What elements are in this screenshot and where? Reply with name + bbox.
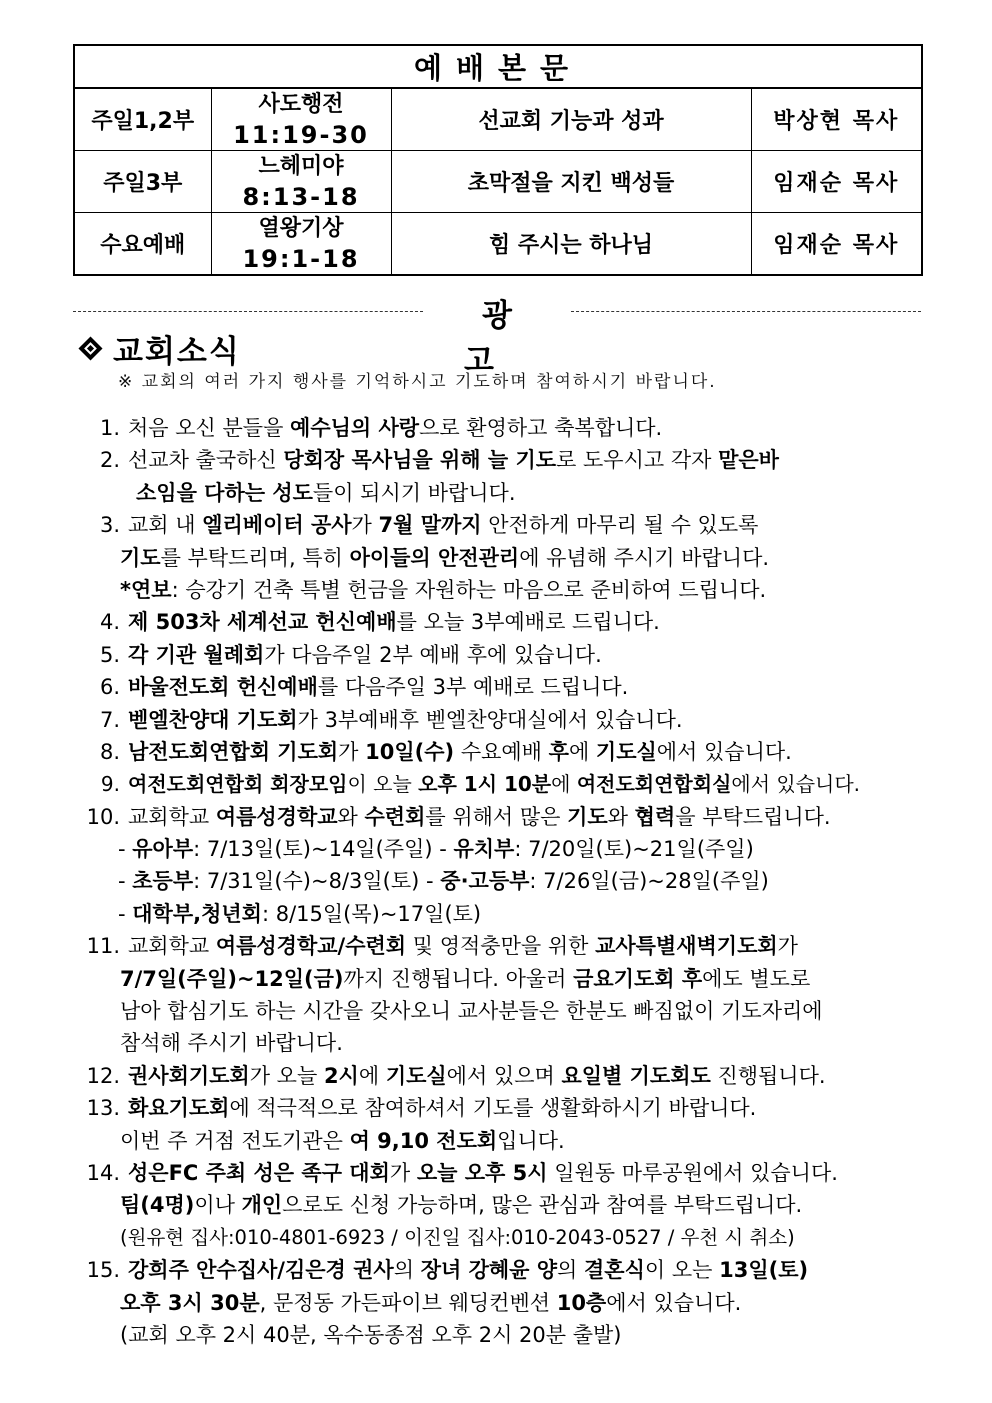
text: : 7/20일(토)~21일(주일) bbox=[514, 837, 754, 862]
text: 의 bbox=[557, 1258, 585, 1283]
emphasis: 기도실 bbox=[595, 739, 657, 764]
sermon-row bbox=[74, 88, 922, 151]
text: : 8/15일(목)~17일(토) bbox=[261, 901, 482, 926]
text: 교회학교 bbox=[128, 804, 216, 829]
announcement-continuation bbox=[78, 1287, 938, 1319]
item-number: 7. bbox=[99, 707, 120, 732]
text: 가 3부예배후 벧엘찬양대실에서 있습니다. bbox=[297, 707, 683, 732]
text: 처음 오신 분들을 bbox=[128, 416, 291, 440]
text: : 7/13일(토)~14일(주일) - bbox=[193, 837, 454, 862]
item-number: 11. bbox=[86, 934, 120, 959]
text: 교회 내 bbox=[128, 513, 203, 538]
text: 가 bbox=[777, 934, 798, 959]
emphasis: 남전도회연합회 기도회 bbox=[128, 739, 339, 764]
emphasis: 여전도회연합회 회장모임 bbox=[128, 772, 348, 797]
scripture-ref: 8:13-18 bbox=[242, 182, 360, 211]
sermon-row bbox=[74, 213, 922, 276]
section-header bbox=[78, 328, 241, 368]
announcement-item bbox=[78, 1060, 938, 1092]
text: 가 오늘 bbox=[249, 1063, 324, 1088]
emphasis: 교사특별새벽기도회 bbox=[595, 934, 778, 959]
announcement-item bbox=[78, 444, 938, 476]
text: 에 적극적으로 참여하셔서 기도를 생활화하시기 바랍니다. bbox=[229, 1096, 757, 1121]
emphasis: 오늘 오후 5시 bbox=[416, 1160, 548, 1185]
text: 이 오늘 bbox=[347, 772, 419, 797]
divider-line bbox=[571, 311, 921, 312]
item-number: 5. bbox=[99, 642, 120, 667]
emphasis: 대학부,청년회 bbox=[132, 901, 262, 926]
sermon-table bbox=[73, 44, 923, 276]
text: : 7/31일(수)~8/3일(토) - bbox=[193, 869, 441, 894]
item-number: 2. bbox=[99, 448, 120, 473]
emphasis: 여전도회연합회실 bbox=[576, 772, 732, 797]
text: 에 유념해 주시기 바랍니다. bbox=[519, 545, 770, 570]
text: - bbox=[118, 901, 133, 926]
emphasis: 각 기관 월례회 bbox=[128, 642, 265, 667]
scripture-book: 느헤미야 bbox=[258, 153, 344, 179]
emphasis: 팀(4명) bbox=[120, 1193, 195, 1218]
sermon-title: 힘 주시는 하나님 bbox=[391, 213, 751, 276]
text: 일원동 마루공원에서 있습니다. bbox=[547, 1160, 838, 1185]
divider-line bbox=[73, 311, 423, 312]
emphasis: 바울전도회 헌신예배 bbox=[128, 675, 318, 700]
text: 에서 있으며 bbox=[446, 1063, 562, 1088]
scripture bbox=[211, 151, 391, 213]
text: , 문정동 가든파이브 웨딩컨벤션 bbox=[259, 1290, 557, 1315]
announcement-item bbox=[78, 671, 938, 703]
emphasis: 중·고등부 bbox=[440, 869, 530, 894]
emphasis: 2시 bbox=[323, 1063, 359, 1088]
scripture-ref: 11:19-30 bbox=[233, 120, 369, 149]
text: 와 bbox=[337, 804, 365, 829]
text: 가 bbox=[338, 739, 366, 764]
text: 이나 bbox=[194, 1193, 242, 1218]
text: 이 오는 bbox=[644, 1258, 720, 1283]
announcement-continuation: (교회 오후 2시 40분, 옥수동종점 오후 2시 20분 출발) bbox=[120, 1322, 622, 1347]
diamond-bullet-icon bbox=[78, 336, 102, 360]
emphasis: 10일(수) bbox=[365, 739, 455, 764]
sermon-title: 선교회 기능과 성과 bbox=[391, 88, 751, 151]
service-name: 주일1,2부 bbox=[74, 88, 211, 151]
scripture bbox=[211, 213, 391, 276]
text: 에서 있습니다. bbox=[656, 739, 792, 764]
preacher: 박상현 목사 bbox=[751, 88, 922, 151]
emphasis: 후 bbox=[548, 739, 569, 764]
schedule-line bbox=[78, 898, 938, 930]
announcement-item bbox=[78, 509, 938, 541]
emphasis: 당회장 목사님을 위해 늘 기도 bbox=[283, 448, 557, 473]
announcement-item bbox=[78, 1092, 938, 1124]
emphasis: 엘리베이터 공사 bbox=[202, 513, 352, 538]
text: : 승강기 건축 특별 헌금을 자원하는 마음으로 준비하여 드립니다. bbox=[171, 577, 767, 602]
text: 를 오늘 3부예배로 드립니다. bbox=[396, 610, 660, 635]
emphasis: 수련회 bbox=[364, 804, 426, 829]
text: 으로도 신청 가능하며, 많은 관심과 참여를 부탁드립니다. bbox=[282, 1193, 803, 1218]
emphasis: 기도 bbox=[120, 545, 161, 570]
emphasis: 7/7일(주일)~12일(금) bbox=[120, 966, 344, 991]
announcement-continuation bbox=[78, 1189, 938, 1221]
item-number: 6. bbox=[99, 675, 120, 700]
item-number: 4. bbox=[99, 610, 120, 635]
emphasis: 요일별 기도회도 bbox=[561, 1063, 711, 1088]
emphasis: 기도실 bbox=[385, 1063, 447, 1088]
text: 이번 주 거점 전도기관은 bbox=[120, 1128, 350, 1153]
emphasis: 성은FC 주최 성은 족구 대회 bbox=[128, 1160, 390, 1185]
text: 에 bbox=[358, 1063, 386, 1088]
emphasis: 오후 1시 10분 bbox=[418, 772, 552, 797]
announcement-item bbox=[78, 801, 938, 833]
text: 으로 환영하고 축복합니다. bbox=[419, 416, 663, 440]
emphasis: 강희주 안수집사/김은경 권사 bbox=[128, 1258, 394, 1283]
emphasis: 13일(토) bbox=[719, 1258, 809, 1283]
emphasis: 예수님의 사랑 bbox=[290, 416, 420, 440]
emphasis: 7월 말까지 bbox=[378, 513, 482, 538]
text: 가 다음주일 2부 예배 후에 있습니다. bbox=[264, 642, 602, 667]
item-number: 8. bbox=[99, 739, 120, 764]
item-number: 1. bbox=[99, 416, 120, 440]
announcement-continuation: 참석해 주시기 바랍니다. bbox=[120, 1031, 343, 1056]
emphasis: 협력 bbox=[634, 804, 676, 829]
announcement-continuation bbox=[78, 574, 938, 606]
emphasis: 제 503차 세계선교 헌신예배 bbox=[128, 610, 397, 635]
announcement-item bbox=[78, 606, 938, 638]
text: 까지 진행됩니다. 아울러 bbox=[343, 966, 574, 991]
text: 수요예배 bbox=[454, 739, 549, 764]
emphasis: 초등부 bbox=[132, 869, 194, 894]
emphasis: 아이들의 안전관리 bbox=[349, 545, 520, 570]
announcement-continuation bbox=[78, 477, 938, 509]
text: 에도 별도로 bbox=[702, 966, 811, 991]
announcement-item bbox=[78, 1254, 938, 1286]
announcement-item bbox=[78, 736, 938, 768]
emphasis: 금요기도회 후 bbox=[573, 966, 703, 991]
text: 들이 되시기 바랍니다. bbox=[312, 480, 516, 505]
item-number: 3. bbox=[99, 513, 120, 538]
announcement-item bbox=[78, 704, 938, 736]
schedule-line bbox=[78, 833, 938, 865]
emphasis: 여름성경학교 bbox=[215, 804, 338, 829]
text: 의 bbox=[393, 1258, 421, 1283]
emphasis: 기도 bbox=[567, 804, 608, 829]
text: : 7/26일(금)~28일(주일) bbox=[529, 869, 769, 894]
announcement-continuation bbox=[78, 542, 938, 574]
text: 가 bbox=[389, 1160, 417, 1185]
text: 안전하게 마무리 될 수 있도록 bbox=[481, 513, 759, 538]
announcement-continuation: 남아 합심기도 하는 시간을 갖사오니 교사분들은 한분도 빠짐없이 기도자리에 bbox=[120, 999, 823, 1024]
preacher: 임재순 목사 bbox=[751, 213, 922, 276]
emphasis: 오후 3시 30분 bbox=[120, 1290, 260, 1315]
text: 에 bbox=[551, 772, 577, 797]
text: 에서 있습니다. bbox=[606, 1290, 742, 1315]
text: 및 영적충만을 위한 bbox=[406, 934, 596, 959]
emphasis: 유아부 bbox=[132, 837, 194, 862]
emphasis: 개인 bbox=[241, 1193, 283, 1218]
schedule-line bbox=[78, 865, 938, 897]
emphasis: 여 9,10 전도회 bbox=[349, 1128, 498, 1153]
text: 선교차 출국하신 bbox=[128, 448, 284, 473]
text: 로 도우시고 각자 bbox=[556, 448, 719, 473]
emphasis: 10층 bbox=[556, 1290, 607, 1315]
section-note: ※ 교회의 여러 가지 행사를 기억하시고 기도하며 참여하시기 바랍니다. bbox=[118, 372, 717, 392]
announcement-item bbox=[78, 412, 938, 444]
item-number: 14. bbox=[86, 1160, 120, 1185]
section-title: 교회소식 bbox=[113, 333, 241, 370]
item-number: 12. bbox=[86, 1063, 120, 1088]
text: 와 bbox=[607, 804, 635, 829]
text: 를 부탁드리며, 특히 bbox=[160, 545, 350, 570]
scripture-book: 사도행전 bbox=[258, 91, 344, 117]
scripture-ref: 19:1-18 bbox=[242, 244, 360, 273]
emphasis: *연보 bbox=[120, 577, 172, 602]
sermon-table-heading: 예배본문 bbox=[74, 45, 922, 88]
contact-line: (원유현 집사:010-4801-6923 / 이진일 집사:010-2043-0527 / 우천 시 취소) bbox=[120, 1225, 795, 1249]
announcement-item bbox=[78, 930, 938, 962]
emphasis: 화요기도회 bbox=[128, 1096, 230, 1121]
announcements-title: 광고 bbox=[464, 298, 548, 379]
text: 를 다음주일 3부 예배로 드립니다. bbox=[317, 675, 629, 700]
text: 을 부탁드립니다. bbox=[675, 804, 831, 829]
text: 를 위해서 많은 bbox=[425, 804, 568, 829]
text: 교회학교 bbox=[128, 934, 216, 959]
item-number: 15. bbox=[86, 1258, 120, 1283]
emphasis: 장녀 강혜윤 양 bbox=[420, 1258, 558, 1283]
emphasis: 유치부 bbox=[453, 837, 515, 862]
preacher: 임재순 목사 bbox=[751, 151, 922, 213]
announcement-continuation bbox=[78, 1125, 938, 1157]
text: 가 bbox=[351, 513, 379, 538]
announcement-item bbox=[78, 768, 938, 800]
scripture bbox=[211, 88, 391, 151]
text: - bbox=[118, 869, 133, 894]
item-number: 9. bbox=[100, 772, 120, 797]
item-number: 13. bbox=[86, 1096, 120, 1121]
sermon-row bbox=[74, 151, 922, 213]
announcement-continuation bbox=[78, 963, 938, 995]
item-number: 10. bbox=[86, 804, 120, 829]
emphasis: 벧엘찬양대 기도회 bbox=[128, 707, 298, 732]
text: 진행됩니다. bbox=[710, 1063, 826, 1088]
text: - bbox=[118, 837, 133, 862]
text: 입니다. bbox=[497, 1128, 565, 1153]
service-name: 주일3부 bbox=[74, 151, 211, 213]
announcement-item bbox=[78, 639, 938, 671]
announcement-item bbox=[78, 1157, 938, 1189]
announcement-list bbox=[78, 412, 938, 1351]
emphasis: 여름성경학교/수련회 bbox=[215, 934, 407, 959]
emphasis: 맡은바 bbox=[718, 448, 779, 473]
text: 에서 있습니다. bbox=[731, 772, 861, 797]
sermon-title: 초막절을 지킨 백성들 bbox=[391, 151, 751, 213]
emphasis: 결혼식 bbox=[584, 1258, 645, 1283]
text: 에 bbox=[568, 739, 596, 764]
service-name: 수요예배 bbox=[74, 213, 211, 276]
emphasis: 권사회기도회 bbox=[128, 1063, 250, 1088]
scripture-book: 열왕기상 bbox=[258, 215, 344, 241]
emphasis: 소임을 다하는 성도 bbox=[136, 480, 313, 505]
